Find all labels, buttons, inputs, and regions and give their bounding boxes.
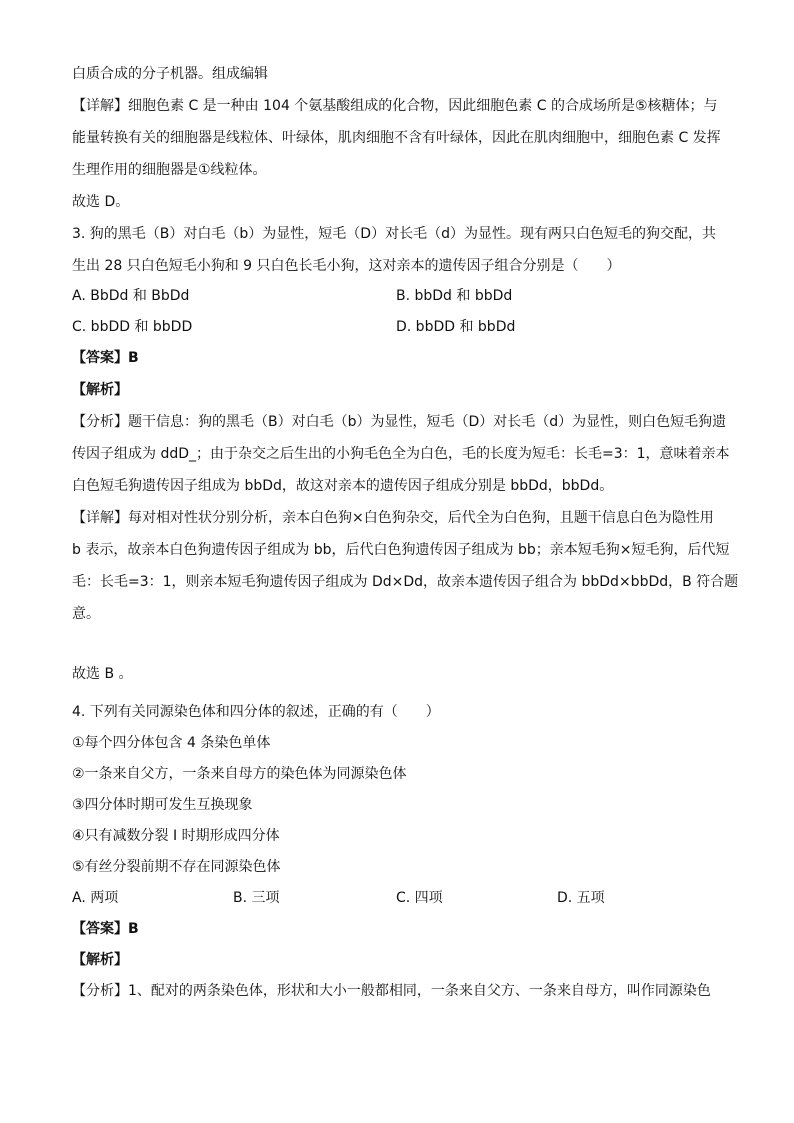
question-4-item: ⑤有丝分裂前期不存在同源染色体 bbox=[72, 859, 281, 875]
question-4-item: ④只有减数分裂 I 时期形成四分体 bbox=[72, 828, 280, 844]
text-line: 故选 D。 bbox=[72, 194, 130, 210]
question-4-analysis-label: 【解析】 bbox=[72, 952, 128, 968]
analysis-line: 意。 bbox=[72, 606, 100, 622]
analysis-line: 毛：长毛=3：1，则亲本短毛狗遗传因子组成为 Dd×Dd，故亲本遗传因子组合为 bbDd×bbDd，B 符合题 bbox=[72, 574, 739, 590]
question-4-item: ②一条来自父方，一条来自母方的染色体为同源染色体 bbox=[72, 766, 407, 782]
question-3-option-b: B. bbDd 和 bbDd bbox=[396, 288, 513, 304]
analysis-line: 【分析】题干信息：狗的黑毛（B）对白毛（b）为显性，短毛（D）对长毛（d）为显性，则白色短毛狗遗 bbox=[72, 414, 727, 430]
question-3-answer: 【答案】B bbox=[72, 350, 139, 366]
question-4-option-d: D. 五项 bbox=[557, 890, 605, 906]
question-3-option-c: C. bbDD 和 bbDD bbox=[72, 319, 193, 335]
analysis-line: b 表示，故亲本白色狗遗传因子组成为 bb，后代白色狗遗传因子组成为 bb；亲本短毛狗×短毛狗，后代短 bbox=[72, 542, 730, 558]
analysis-line: 传因子组成为 ddD_；由于杂交之后生出的小狗毛色全为白色，毛的长度为短毛：长毛=3：1，意味着亲本 bbox=[72, 446, 730, 462]
analysis-line: 【分析】1、配对的两条染色体，形状和大小一般都相同，一条来自父方、一条来自母方，叫作同源染色 bbox=[72, 983, 711, 999]
question-3-option-d: D. bbDD 和 bbDd bbox=[396, 319, 516, 335]
question-4-item: ③四分体时期可发生互换现象 bbox=[72, 797, 253, 813]
text-line: 白质合成的分子机器。组成编辑 bbox=[72, 66, 268, 82]
question-3-stem: 3. 狗的黑毛（B）对白毛（b）为显性，短毛（D）对长毛（d）为显性。现有两只白色短毛的狗交配，共 bbox=[72, 226, 716, 242]
question-3-option-a: A. BbDd 和 BbDd bbox=[72, 288, 190, 304]
text-line: 能量转换有关的细胞器是线粒体、叶绿体，肌肉细胞不含有叶绿体，因此在肌肉细胞中，细胞色素 C 发挥 bbox=[72, 130, 721, 146]
question-3-conclusion: 故选 B 。 bbox=[72, 666, 133, 682]
question-4-option-a: A. 两项 bbox=[72, 890, 119, 906]
question-4-option-b: B. 三项 bbox=[233, 890, 280, 906]
question-4-option-c: C. 四项 bbox=[396, 890, 443, 906]
question-4-answer: 【答案】B bbox=[72, 921, 139, 937]
question-4-item: ①每个四分体包含 4 条染色单体 bbox=[72, 735, 271, 751]
question-3-analysis-label: 【解析】 bbox=[72, 382, 128, 398]
question-3-stem: 生出 28 只白色短毛小狗和 9 只白色长毛小狗，这对亲本的遗传因子组合分别是（ ） bbox=[72, 258, 621, 274]
text-line: 生理作用的细胞器是①线粒体。 bbox=[72, 162, 267, 178]
question-4-stem: 4. 下列有关同源染色体和四分体的叙述，正确的有（ ） bbox=[72, 704, 440, 720]
text-line: 【详解】细胞色素 C 是一种由 104 个氨基酸组成的化合物，因此细胞色素 C 的合成场所是⑤核糖体；与 bbox=[72, 98, 718, 114]
analysis-line: 【详解】每对相对性状分别分析，亲本白色狗×白色狗杂交，后代全为白色狗，且题干信息白色为隐性用 bbox=[72, 510, 714, 526]
analysis-line: 白色短毛狗遗传因子组成为 bbDd，故这对亲本的遗传因子组成分别是 bbDd，bbDd。 bbox=[72, 478, 614, 494]
